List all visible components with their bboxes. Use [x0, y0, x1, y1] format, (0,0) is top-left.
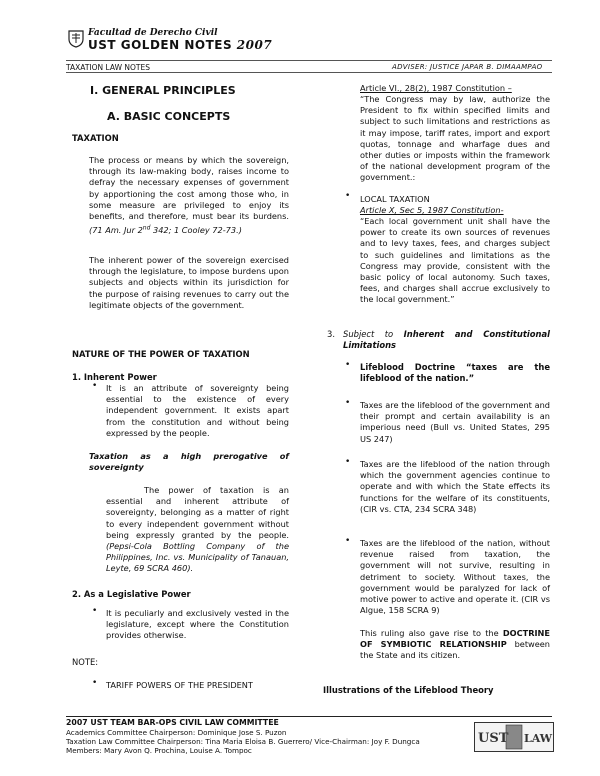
lifeblood-point-3: Taxes are the lifeblood of the nation, without revenue raised from taxation, the government will not survive, resulting in detriment to society. Without taxes, the government would be paralyzed for lack of motive power to active and operate it. (CIR vs Algue, 158 SCRA 9) — [360, 538, 550, 616]
bullet-dot: • — [345, 360, 351, 370]
footer-line-2: Taxation Law Committee Chairperson: Tina Maria Eloisa B. Guerrero/ Vice-Chairman: Joy F. Dungca — [66, 737, 420, 746]
illustrations-heading: Illustrations of the Lifeblood Theory — [323, 685, 494, 695]
item3-number: 3. — [327, 329, 335, 339]
prerogative-text: The power of taxation is an essential and inherent attribute of sovereignty, belonging as a matter of right to every independent government without being expressly granted by the people. (Pepsi-Cola Bottling Company of the Philippines, Inc. vs. Municipality of Tanauan, Leyte, 69 SCRA 460). — [106, 485, 289, 574]
header-rule — [66, 60, 552, 61]
symbiotic-ruling: This ruling also gave rise to the DOCTRINE OF SYMBIOTIC RELATIONSHIP between the State and its citizen. — [360, 628, 550, 661]
bullet-dot: • — [345, 398, 351, 408]
logo-text-ust: UST — [478, 731, 509, 746]
taxation-heading: TAXATION — [72, 133, 119, 143]
taxation-definition-1: The process or means by which the sovereign, through its law-making body, raises income to defray the necessary expenses of government by apportioning the cost among those who, in some measure are privileged to enjoy its benefits, and therefore, must bear its burdens. (71 Am. Jur 2nd 342; 1 Cooley 72-73.) — [89, 155, 289, 235]
nature-heading: NATURE OF THE POWER OF TAXATION — [72, 349, 250, 359]
lifeblood-point-2: Taxes are the lifeblood of the nation through which the government agencies continue to operate and with which the State effects its functions for the welfare of its constituents, (CIR vs. CTA, 234 SCRA 348) — [360, 459, 550, 514]
article-vi-ref: Article VI., 28(2), 1987 Constitution – — [360, 83, 512, 93]
subject-label: TAXATION LAW NOTES — [66, 63, 150, 72]
bullet-dot: • — [92, 606, 98, 616]
inherent-power-text: It is an attribute of sovereignty being essential to the existence of every independent government. It exists apart from the constitution and without being expressed by the people. — [106, 383, 289, 438]
item3-limitations: Subject to Inherent and Constitutional Limitations — [343, 329, 550, 351]
faculty-name: Facultad de Derecho Civil — [88, 28, 218, 38]
bullet-dot: • — [92, 381, 98, 391]
logo-text-law: LAW — [524, 732, 553, 745]
bullet-dot: • — [345, 536, 351, 546]
subheader-rule — [66, 72, 552, 73]
note-label: NOTE: — [72, 657, 99, 667]
bullet-dot: • — [345, 191, 351, 201]
lifeblood-doctrine-heading: Lifeblood Doctrine “taxes are the lifeblood of the nation.” — [360, 362, 550, 384]
tariff-powers-heading: TARIFF POWERS OF THE PRESIDENT — [106, 680, 253, 690]
ust-crest-icon — [66, 28, 86, 48]
article-x-quote: “Each local government unit shall have the power to create its own sources of revenues and to levy taxes, fees, and charges subject to such guidelines and limitations as the Congress may provide, consistent with the basic policy of local autonomy. Such taxes, fees, and charges shall accrue exclusively to the local government.” — [360, 216, 550, 305]
item-legislative-power: 2. As a Legislative Power — [72, 589, 191, 599]
footer-committee: 2007 UST TEAM BAR-OPS CIVIL LAW COMMITTEE — [66, 718, 279, 727]
footer-rule — [66, 716, 552, 717]
bullet-dot: • — [345, 457, 351, 467]
adviser-label: ADVISER: JUSTICE JAPAR B. DIMAAMPAO — [392, 63, 543, 71]
article-x-ref: Article X, Sec 5, 1987 Constitution- — [360, 205, 504, 215]
section-heading: A. BASIC CONCEPTS — [107, 110, 231, 123]
item-inherent-power: 1. Inherent Power — [72, 372, 157, 382]
lifeblood-point-1: Taxes are the lifeblood of the government and their prompt and certain availability is an imperious need (Bull vs. United States, 295 US 247) — [360, 400, 550, 444]
footer-line-1: Academics Committee Chairperson: Dominique Jose S. Puzon — [66, 728, 287, 737]
taxation-definition-2: The inherent power of the sovereign exercised through the legislature, to impose burdens upon subjects and objects within its jurisdiction for the purpose of raising revenues to carry out the legitimate objects of the government. — [89, 255, 289, 310]
prerogative-heading: Taxation as a high prerogative of sovereignty — [89, 451, 289, 473]
legislative-power-text: It is peculiarly and exclusively vested in the legislature, except where the Constitution provides otherwise. — [106, 608, 289, 641]
chapter-heading: I. GENERAL PRINCIPLES — [90, 84, 236, 97]
ust-law-logo — [474, 722, 554, 752]
article-vi-quote: “The Congress may by law, authorize the President to fix within specified limits and subject to such limitations and restrictions as it may impose, tariff rates, import and export quotas, tonnage and wharfage dues and other duties or imposts within the framework of the national development program of the government.: — [360, 94, 550, 183]
series-title: UST GOLDEN NOTES 2007 — [88, 38, 273, 52]
footer-line-3: Members: Mary Avon Q. Prochina, Louise A. Tompoc — [66, 746, 252, 755]
bullet-dot: • — [92, 678, 98, 688]
local-taxation-heading: LOCAL TAXATION — [360, 194, 430, 204]
